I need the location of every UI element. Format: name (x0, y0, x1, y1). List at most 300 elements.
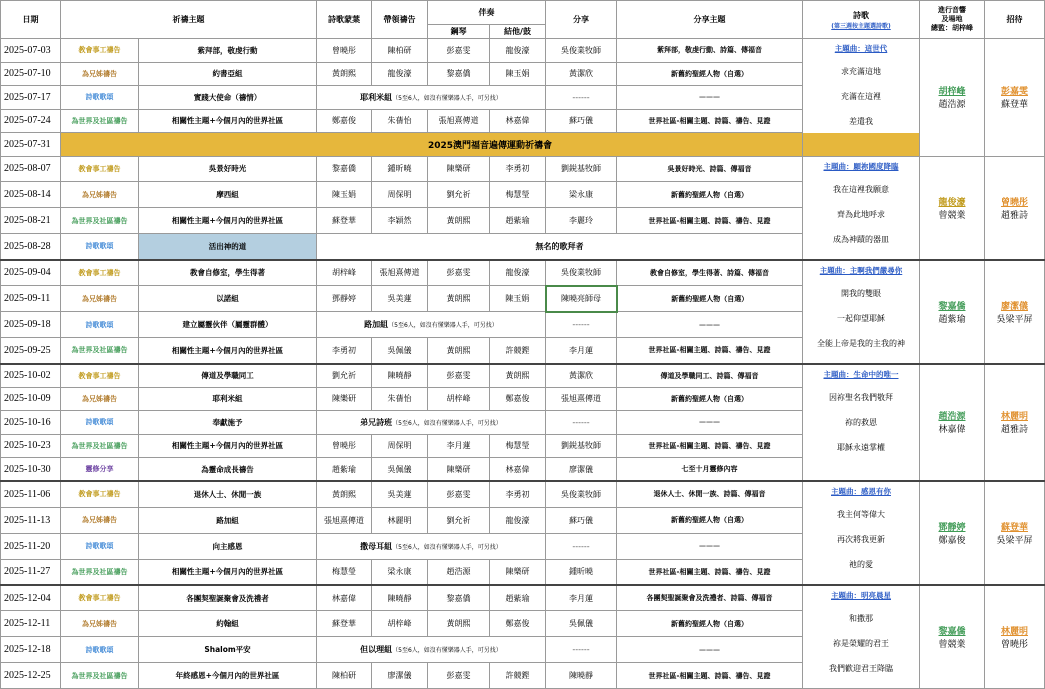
row-song-duty: 林嘉偉 (317, 585, 372, 611)
row-piano: 陳樂研 (428, 156, 490, 182)
reception-primary: 蘇登華 (1000, 523, 1028, 533)
worship-cell (920, 585, 985, 689)
hymn-line: 和撒那 (849, 614, 873, 623)
row-team (317, 533, 546, 559)
worship-cell (920, 260, 985, 364)
worship-secondary: 趙紫瑜 (938, 314, 966, 325)
row-sharer: 陳曉亮師母 (546, 286, 617, 312)
row-date: 2025-09-04 (1, 260, 61, 286)
row-date: 2025-08-14 (1, 182, 61, 208)
row-team (317, 637, 546, 663)
row-theme: 以諾組 (139, 286, 317, 312)
row-share-theme: 世界社區-相關主題、詩篇、禱告、見證 (617, 559, 803, 585)
row-guitar: 龍俊濠 (490, 507, 546, 533)
reception-cell (985, 39, 1045, 157)
row-leader: 朱蒨怡 (372, 387, 428, 411)
row-date: 2025-11-13 (1, 507, 61, 533)
hymn-cell (803, 481, 920, 585)
worship-primary: 鄧靜婷 (938, 523, 966, 533)
row-date: 2025-08-28 (1, 234, 61, 260)
row-theme: 年終感恩+今個月內的世界社區 (139, 663, 317, 689)
row-guitar: 梅慧瑩 (490, 182, 546, 208)
row-song-duty: 陳樂研 (317, 387, 372, 411)
worship-cell (920, 364, 985, 482)
row-theme: 教會自修室，學生得著 (139, 260, 317, 286)
worship-secondary: 曾競業 (938, 210, 966, 221)
row-category: 為世界及社區禱告 (61, 663, 139, 689)
team-note: （5至6人，如沒有懂樂器人手，可另找） (392, 94, 502, 102)
reception-cell (985, 364, 1045, 482)
row-guitar: 陳玉娟 (490, 286, 546, 312)
hymn-line: 我在這裡我願意 (833, 184, 889, 194)
row-date: 2025-10-23 (1, 434, 61, 458)
header-theme: 祈禱主題 (61, 1, 317, 39)
row-piano: 陳樂研 (428, 458, 490, 482)
row-share-theme: 各團契聖誕聚會及洗禮者、詩篇、傳福音 (617, 585, 803, 611)
row-leader: 廖潔儀 (372, 663, 428, 689)
row-guitar: 林嘉偉 (490, 458, 546, 482)
row-category: 為兄姊禱告 (61, 387, 139, 411)
row-guitar: 龍俊濠 (490, 39, 546, 63)
reception-secondary: 趙雅詩 (1000, 210, 1028, 221)
row-share-theme: 世界社區-相關主題、詩篇、禱告、見證 (617, 663, 803, 689)
row-category: 為世界及社區禱告 (61, 338, 139, 364)
reception-secondary: 吳梁平屏 (996, 536, 1033, 546)
row-theme: 傳道及學職同工 (139, 364, 317, 388)
reception-cell (985, 481, 1045, 585)
row-share-theme: 紫拜部，敬虔行動、詩篇、傳福音 (617, 39, 803, 63)
row-share-theme: 七至十月靈修內容 (617, 458, 803, 482)
row-share-theme: ——— (617, 411, 803, 435)
row-category: 靈修分享 (61, 458, 139, 482)
row-sharer: ------ (546, 533, 617, 559)
hymn-line: 一起仰望耶穌 (837, 313, 885, 323)
row-share-theme: ——— (617, 637, 803, 663)
row-date: 2025-11-27 (1, 559, 61, 585)
row-date: 2025-07-17 (1, 86, 61, 110)
row-leader: 陳柏研 (372, 39, 428, 63)
hymn-title: 主題曲：明亮晨星 (831, 591, 891, 600)
row-date: 2025-08-07 (1, 156, 61, 182)
row-theme: 相關性主題+今個月內的世界社區 (139, 109, 317, 133)
row-song-duty: 蘇登華 (317, 208, 372, 234)
row-theme: 相關性主題+今個月內的世界社區 (139, 434, 317, 458)
row-category: 為兄姊禱告 (61, 507, 139, 533)
hymn-line: 我主何等偉大 (837, 510, 885, 519)
row-date: 2025-07-24 (1, 109, 61, 133)
reception-cell (985, 585, 1045, 689)
row-piano: 張旭熹傳道 (428, 109, 490, 133)
hymn-cell (803, 260, 920, 364)
hymn-line: 我們歡迎君王降臨 (829, 664, 893, 673)
header-worship-1: 進行音響 (938, 6, 966, 14)
row-leader: 陳曉靜 (372, 585, 428, 611)
row-theme: 建立屬靈伙伴（屬靈群體） (139, 312, 317, 338)
hymn-line: 祂的愛 (849, 560, 873, 569)
hymn-line: 再次將我更新 (837, 535, 885, 544)
table-row (1, 585, 1045, 611)
row-date: 2025-10-16 (1, 411, 61, 435)
row-date: 2025-10-02 (1, 364, 61, 388)
row-share-theme: ——— (617, 86, 803, 110)
row-date: 2025-10-30 (1, 458, 61, 482)
header-reception: 招待 (985, 1, 1045, 39)
row-guitar: 鄭嘉俊 (490, 611, 546, 637)
row-leader: 陳曉靜 (372, 364, 428, 388)
row-date: 2025-12-18 (1, 637, 61, 663)
row-category: 詩歌歌頌 (61, 637, 139, 663)
row-category: 為世界及社區禱告 (61, 559, 139, 585)
row-sharer: 黃潔欣 (546, 364, 617, 388)
row-sharer: 劉鋭基牧師 (546, 434, 617, 458)
row-piano: 黃朗熙 (428, 338, 490, 364)
row-theme: 向主感恩 (139, 533, 317, 559)
hymn-line: 耶穌永遠掌權 (837, 442, 885, 452)
row-share-theme: ——— (617, 312, 803, 338)
row-guitar: 李勇初 (490, 481, 546, 507)
row-category: 教會事工禱告 (61, 481, 139, 507)
row-song-duty: 張旭熹傳道 (317, 507, 372, 533)
row-share-theme: 新舊約聖經人物（自選） (617, 387, 803, 411)
row-share-theme: 新舊約聖經人物（自選） (617, 182, 803, 208)
banner-cell: 2025澳門福音遍傳運動祈禱會 (61, 133, 920, 157)
reception-primary: 廖潔儀 (1000, 301, 1028, 312)
hymn-cell (803, 156, 920, 260)
row-piano: 黃朗熙 (428, 208, 490, 234)
hymn-title: 主題曲：生命中的唯一 (823, 369, 899, 379)
header-leader: 帶領禱告 (372, 1, 428, 39)
row-guitar: 陳樂研 (490, 559, 546, 585)
row-leader: 吳佩儀 (372, 458, 428, 482)
row-sharer: ------ (546, 86, 617, 110)
row-song-duty: 蘇登華 (317, 611, 372, 637)
row-sharer: 鍾昕曉 (546, 559, 617, 585)
hymn-line: 祢的救恩 (845, 417, 877, 427)
hymn-line: 因祢聖名我們敬拜 (829, 392, 893, 402)
row-piano: 黎嘉僑 (428, 62, 490, 86)
row-theme: 紫拜部，敬虔行動 (139, 39, 317, 63)
row-date: 2025-12-04 (1, 585, 61, 611)
row-theme: Shalom平安 (139, 637, 317, 663)
row-guitar: 趙紫瑜 (490, 585, 546, 611)
hymn-line: 差遣我 (849, 117, 873, 126)
row-sharer: 吳佩儀 (546, 611, 617, 637)
row-team (317, 234, 803, 260)
worship-secondary: 林嘉偉 (938, 425, 966, 436)
row-category: 教會事工禱告 (61, 364, 139, 388)
row-piano: 彭嘉雯 (428, 481, 490, 507)
row-theme: 各團契聖誕聚會及洗禮者 (139, 585, 317, 611)
row-sharer: 李月蓮 (546, 585, 617, 611)
row-share-theme: 傳道及學職同工、詩篇、傳福音 (617, 364, 803, 388)
row-share-theme: 新舊約聖經人物（自選） (617, 286, 803, 312)
header-hymn-sub: (第三週按主題選詩歌) (831, 22, 891, 30)
row-leader: 鍾昕曉 (372, 156, 428, 182)
row-category: 為世界及社區禱告 (61, 208, 139, 234)
row-share-theme: 新舊約聖經人物（自選） (617, 507, 803, 533)
team-note: （5至6人，如沒有懂樂器人手，可另找） (392, 419, 502, 427)
row-piano: 胡梓峰 (428, 387, 490, 411)
row-guitar: 許競鏗 (490, 663, 546, 689)
row-song-duty: 曾曉彤 (317, 39, 372, 63)
row-theme: 相關性主題+今個月內的世界社區 (139, 559, 317, 585)
row-piano: 黃朗熙 (428, 286, 490, 312)
header-share: 分享 (546, 1, 617, 39)
row-guitar: 林嘉偉 (490, 109, 546, 133)
row-song-duty: 黃朗熙 (317, 62, 372, 86)
hymn-line: 求充滿這地 (841, 67, 881, 76)
header-piano: 鋼琴 (428, 25, 490, 39)
row-guitar: 鄭嘉俊 (490, 387, 546, 411)
row-share-theme: 退休人士、休閒一族、詩篇、傳福音 (617, 481, 803, 507)
reception-primary: 林麗明 (1000, 627, 1028, 637)
header-share-theme: 分享主題 (617, 1, 803, 39)
row-sharer: 陳曉靜 (546, 663, 617, 689)
reception-secondary: 吳梁平屏 (996, 314, 1033, 325)
header-worship-2: 及場地 (941, 15, 963, 23)
row-share-theme: 世界社區-相關主題、詩篇、禱告、見證 (617, 434, 803, 458)
team-name: 弟兄詩班 (360, 417, 393, 427)
worship-cell (920, 156, 985, 260)
row-date: 2025-09-25 (1, 338, 61, 364)
row-piano: 劉允祈 (428, 182, 490, 208)
header-song-duty: 詩歌蒙葉 (317, 1, 372, 39)
hymn-line: 充滿在這裡 (841, 92, 881, 101)
row-song-duty: 陳柏研 (317, 663, 372, 689)
row-category: 詩歌歌頌 (61, 86, 139, 110)
row-share-theme: ——— (617, 533, 803, 559)
row-sharer: 劉鋭基牧師 (546, 156, 617, 182)
table-row (1, 481, 1045, 507)
row-category: 教會事工禱告 (61, 260, 139, 286)
reception-primary: 曾曉彤 (1000, 197, 1028, 208)
hymn-title: 主題曲：這世代 (834, 44, 888, 53)
row-team (317, 411, 546, 435)
table-row (1, 133, 1045, 157)
row-share-theme: 世界社區-相關主題、詩篇、禱告、見證 (617, 208, 803, 234)
row-piano: 彭嘉雯 (428, 260, 490, 286)
reception-primary: 林麗明 (1000, 412, 1028, 423)
row-category: 詩歌歌頌 (61, 411, 139, 435)
row-sharer: 吳俊業牧師 (546, 481, 617, 507)
row-guitar: 趙紫瑜 (490, 208, 546, 234)
row-song-duty: 趙紫瑜 (317, 458, 372, 482)
row-date: 2025-10-09 (1, 387, 61, 411)
schedule-body (1, 39, 1045, 689)
header-hymn-label: 詩歌 (853, 10, 869, 20)
row-category: 教會事工禱告 (61, 156, 139, 182)
row-song-duty: 黎嘉僑 (317, 156, 372, 182)
row-category: 為世界及社區禱告 (61, 434, 139, 458)
hymn-line: 成為神蹟的器皿 (833, 234, 889, 244)
row-theme: 實踐大使命（禱情） (139, 86, 317, 110)
worship-secondary: 曾競業 (938, 640, 966, 650)
row-song-duty: 梅慧瑩 (317, 559, 372, 585)
reception-primary: 彭嘉雯 (1000, 87, 1028, 98)
row-date: 2025-12-25 (1, 663, 61, 689)
team-name: 路加組 (364, 320, 389, 329)
row-date: 2025-11-20 (1, 533, 61, 559)
row-share-theme: 世界社區-相關主題、詩篇、禱告、見證 (617, 338, 803, 364)
team-name: 耶利米組 (360, 92, 393, 102)
row-theme: 耶利米組 (139, 387, 317, 411)
row-sharer: ------ (546, 411, 617, 435)
row-sharer: 蘇巧儀 (546, 507, 617, 533)
row-sharer: 廖潔儀 (546, 458, 617, 482)
header-worship-3: 總監：胡梓峰 (931, 24, 973, 32)
row-piano: 黎嘉僑 (428, 585, 490, 611)
team-name: 無名的歌拜者 (535, 241, 584, 251)
row-leader: 龍俊濠 (372, 62, 428, 86)
row-sharer: 李月蓮 (546, 338, 617, 364)
row-category: 詩歌歌頌 (61, 312, 139, 338)
row-theme: 活出神的道 (139, 234, 317, 260)
row-category: 為兄姊禱告 (61, 182, 139, 208)
row-leader: 胡梓峰 (372, 611, 428, 637)
row-song-duty: 陳玉娟 (317, 182, 372, 208)
row-sharer: ------ (546, 637, 617, 663)
row-guitar: 龍俊濠 (490, 260, 546, 286)
table-row (1, 364, 1045, 388)
row-sharer: 黃潔欣 (546, 62, 617, 86)
row-date: 2025-07-10 (1, 62, 61, 86)
row-date: 2025-09-11 (1, 286, 61, 312)
row-leader: 李穎然 (372, 208, 428, 234)
hymn-cell (803, 364, 920, 482)
row-sharer: ------ (546, 312, 617, 338)
row-leader: 林麗明 (372, 507, 428, 533)
hymn-title: 主題曲：主啊我們嚴尋你 (819, 265, 903, 275)
row-team (317, 86, 546, 110)
row-leader: 吳美蓮 (372, 286, 428, 312)
row-guitar: 黃朗熙 (490, 364, 546, 388)
row-piano: 彭嘉雯 (428, 663, 490, 689)
row-song-duty: 鄧靜婷 (317, 286, 372, 312)
worship-secondary: 鄭嘉俊 (938, 536, 966, 546)
row-leader: 張旭熹傳道 (372, 260, 428, 286)
row-piano: 彭嘉雯 (428, 39, 490, 63)
row-category: 為兄姊禱告 (61, 62, 139, 86)
row-share-theme: 世界社區-相關主題、詩篇、禱告、見證 (617, 109, 803, 133)
row-leader: 梁永康 (372, 559, 428, 585)
row-piano: 彭嘉雯 (428, 364, 490, 388)
header-hymn (803, 1, 920, 39)
row-sharer: 張旭熹傳道 (546, 387, 617, 411)
row-guitar: 李勇初 (490, 156, 546, 182)
row-piano: 趙浩源 (428, 559, 490, 585)
team-name: 撒母耳組 (360, 541, 393, 551)
row-category: 教會事工禱告 (61, 39, 139, 63)
row-date: 2025-12-11 (1, 611, 61, 637)
row-sharer: 梁永康 (546, 182, 617, 208)
row-theme: 相關性主題+今個月內的世界社區 (139, 208, 317, 234)
row-theme: 相關性主題+今個月內的世界社區 (139, 338, 317, 364)
row-piano: 劉允祈 (428, 507, 490, 533)
row-sharer: 蘇巧儀 (546, 109, 617, 133)
reception-secondary: 曾曉彤 (1000, 640, 1028, 650)
row-sharer: 吳俊業牧師 (546, 260, 617, 286)
worship-primary: 黎嘉僑 (938, 627, 966, 637)
row-song-duty: 曾曉彤 (317, 434, 372, 458)
worship-primary: 黎嘉僑 (938, 301, 966, 312)
team-note: （5至6人，如沒有懂樂器人手，可另找） (392, 647, 502, 655)
row-guitar: 陳玉娟 (490, 62, 546, 86)
hymn-title: 主題曲：感恩有你 (831, 487, 891, 496)
row-share-theme: 新舊約聖經人物（自選） (617, 611, 803, 637)
row-date: 2025-08-21 (1, 208, 61, 234)
hymn-title: 主題曲：願祢國度降臨 (823, 161, 899, 171)
row-theme: 摩西組 (139, 182, 317, 208)
row-theme: 約翰組 (139, 611, 317, 637)
row-piano: 黃朗熙 (428, 611, 490, 637)
table-row (1, 260, 1045, 286)
row-date: 2025-11-06 (1, 481, 61, 507)
reception-cell (985, 260, 1045, 364)
row-date: 2025-07-03 (1, 39, 61, 63)
header-accompany: 伴奏 (428, 1, 546, 25)
row-theme: 退休人士、休閒一族 (139, 481, 317, 507)
row-song-duty: 胡梓峰 (317, 260, 372, 286)
worship-cell (920, 39, 985, 157)
row-team (317, 312, 546, 338)
row-leader: 吳美蓮 (372, 481, 428, 507)
worship-primary: 龍俊濠 (938, 197, 966, 208)
row-share-theme: 吳景好時光、詩篇、傳福音 (617, 156, 803, 182)
worship-secondary: 趙浩源 (938, 100, 966, 111)
row-category: 為世界及社區禱告 (61, 109, 139, 133)
row-category: 詩歌歌頌 (61, 234, 139, 260)
header-worship (920, 1, 985, 39)
row-date: 2025-09-18 (1, 312, 61, 338)
hymn-line: 祢是榮耀的君王 (833, 639, 889, 648)
row-guitar: 許競鏗 (490, 338, 546, 364)
row-category: 詩歌歌頌 (61, 533, 139, 559)
worship-cell (920, 481, 985, 585)
row-song-duty: 鄭嘉俊 (317, 109, 372, 133)
hymn-line: 齊為此地呼求 (837, 209, 885, 219)
row-song-duty: 劉允祈 (317, 364, 372, 388)
row-category: 教會事工禱告 (61, 585, 139, 611)
row-date: 2025-07-31 (1, 133, 61, 157)
hymn-cell (803, 585, 920, 689)
worship-primary: 胡梓峰 (938, 87, 966, 98)
worship-primary: 趙浩源 (938, 412, 966, 423)
reception-secondary: 蘇登華 (1000, 100, 1028, 111)
reception-secondary: 趙雅詩 (1000, 425, 1028, 436)
row-sharer: 吳俊業牧師 (546, 39, 617, 63)
row-share-theme: 教會自修室，學生得著、詩篇、傳福音 (617, 260, 803, 286)
team-note: （5至6人，如沒有懂樂器人手，可另找） (388, 322, 498, 329)
row-theme: 路加組 (139, 507, 317, 533)
team-note: （5至6人，如沒有懂樂器人手，可另找） (392, 543, 502, 551)
row-leader: 吳佩儀 (372, 338, 428, 364)
row-leader: 朱蒨怡 (372, 109, 428, 133)
row-leader: 周保明 (372, 182, 428, 208)
hymn-line: 全能上帝是我的主我的神 (817, 338, 905, 348)
row-theme: 為靈命成長禱告 (139, 458, 317, 482)
header-guitar: 結他/鼓 (490, 25, 546, 39)
row-guitar: 梅慧瑩 (490, 434, 546, 458)
reception-cell (985, 156, 1045, 260)
row-piano: 李月蓮 (428, 434, 490, 458)
team-name: 但以理組 (360, 645, 393, 655)
row-song-duty: 黃朗熙 (317, 481, 372, 507)
row-category: 為兄姊禱告 (61, 286, 139, 312)
row-theme: 奉獻施予 (139, 411, 317, 435)
row-sharer: 李麗玲 (546, 208, 617, 234)
row-theme: 吳景好時光 (139, 156, 317, 182)
header-date: 日期 (1, 1, 61, 39)
